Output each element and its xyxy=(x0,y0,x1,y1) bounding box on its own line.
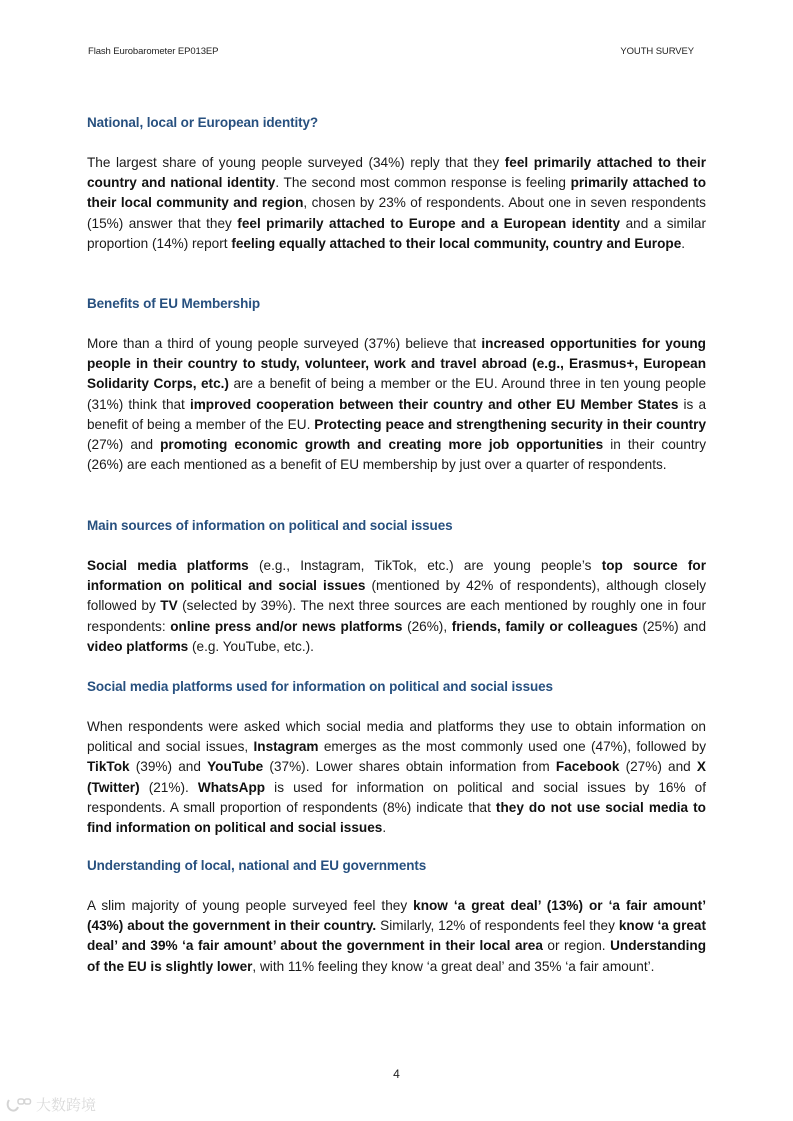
section-paragraph xyxy=(87,334,706,475)
watermark xyxy=(6,1094,96,1115)
section-heading: Understanding of local, national and EU governments xyxy=(87,858,427,873)
body-text: (25%) and xyxy=(637,618,707,634)
section-heading: National, local or European identity? xyxy=(87,115,319,130)
body-text: , chosen by 23% of respondents. About one in seven respondents (15%) answer that they xyxy=(87,195,706,231)
emphasized-text: YouTube xyxy=(207,759,264,775)
emphasized-text: promoting economic growth and creating more job opportunities xyxy=(160,437,604,453)
emphasized-text: they do not use social media to find information on political and social issues xyxy=(87,799,706,836)
emphasized-text: Understanding of the EU is slightly lower xyxy=(87,938,707,974)
body-text: (26%), xyxy=(402,618,452,634)
emphasized-text: know ‘a great deal’ and 39% ‘a fair amount’ about the government in their local area xyxy=(87,918,707,954)
emphasized-text: feeling equally attached to their local community, country and Europe xyxy=(231,235,682,251)
body-text: is used for information on political and social issues by 16% of respondents. A small proportion of respondents (8%) indicate that xyxy=(87,779,706,815)
emphasized-text: Instagram xyxy=(253,739,319,755)
emphasized-text: online press and/or news platforms xyxy=(170,618,403,634)
body-text: (27%) and xyxy=(87,437,161,453)
emphasized-text: TV xyxy=(160,598,178,614)
emphasized-text: feel primarily attached to their country and national identity xyxy=(87,155,706,191)
section-paragraph xyxy=(87,556,706,657)
section-information-sources xyxy=(87,518,706,681)
section-identity xyxy=(87,115,706,278)
body-text: Similarly, 12% of respondents feel they xyxy=(376,918,619,934)
watermark-text: 大数跨境 xyxy=(36,1096,97,1114)
body-text: are a benefit of being a member or the EU. Around three in ten young people (31%) think that xyxy=(87,376,707,412)
watermark-logo-icon xyxy=(6,1097,32,1113)
body-text: . xyxy=(681,235,686,251)
header-survey-name: YOUTH SURVEY xyxy=(620,46,694,57)
section-social-media-platforms xyxy=(87,679,706,862)
body-text: (selected by 39%). The next three sources are each mentioned by roughly one in four respondents: xyxy=(87,598,706,634)
section-heading: Benefits of EU Membership xyxy=(87,296,261,311)
emphasized-text: TikTok xyxy=(87,759,130,775)
running-header xyxy=(88,46,694,57)
body-text: (e.g. YouTube, etc.). xyxy=(188,638,314,654)
body-text: (e.g., Instagram, TikTok, etc.) are young people’s xyxy=(248,558,602,573)
body-text: More than a third of young people surveyed (37%) believe that xyxy=(87,336,482,351)
body-text: The largest share of young people surveyed (34%) reply that they xyxy=(87,155,505,170)
section-heading: Social media platforms used for information on political and social issues xyxy=(87,679,553,694)
emphasized-text: Social media platforms xyxy=(87,558,249,573)
section-eu-benefits xyxy=(87,296,706,499)
body-text: emerges as the most commonly used one (47%), followed by xyxy=(318,739,706,755)
body-text: When respondents were asked which social media and platforms they use to obtain information on political and social issues, xyxy=(87,719,706,755)
emphasized-text: improved cooperation between their country and other EU Member States xyxy=(189,396,679,412)
page-number: 4 xyxy=(393,1067,400,1081)
section-paragraph xyxy=(87,717,706,838)
section-government-understanding xyxy=(87,858,706,1001)
body-text: is a benefit of being a member of the EU. xyxy=(87,396,707,432)
body-text: A slim majority of young people surveyed feel they xyxy=(87,898,414,913)
emphasized-text: Protecting peace and strengthening security in their country xyxy=(314,416,707,432)
section-paragraph xyxy=(87,896,706,977)
emphasized-text: top source for information on political and social issues xyxy=(87,558,706,594)
emphasized-text: X (Twitter) xyxy=(87,759,706,795)
body-text: , with 11% feeling they know ‘a great deal’ and 35% ‘a fair amount’. xyxy=(252,958,655,974)
emphasized-text: primarily attached to their local community and region xyxy=(87,175,706,211)
body-text: and a similar proportion (14%) report xyxy=(87,215,707,251)
body-text: (mentioned by 42% of respondents), although closely followed by xyxy=(87,578,707,614)
emphasized-text: feel primarily attached to Europe and a European identity xyxy=(237,215,621,231)
body-text: or region. xyxy=(542,938,611,954)
header-report-title: Flash Eurobarometer EP013EP xyxy=(88,46,219,57)
body-text: (39%) and xyxy=(129,759,208,775)
emphasized-text: video platforms xyxy=(87,638,189,654)
body-text: . xyxy=(382,820,387,836)
body-text: (37%). Lower shares obtain information from xyxy=(263,759,556,775)
body-text: . The second most common response is feeling xyxy=(275,175,571,191)
section-heading: Main sources of information on political and social issues xyxy=(87,518,453,533)
emphasized-text: WhatsApp xyxy=(197,779,266,795)
body-text: (21%). xyxy=(139,779,198,795)
body-text: (27%) and xyxy=(619,759,697,775)
emphasized-text: increased opportunities for young people in their country to study, volunteer, work and travel abroad (e.g., Erasmus+, European Solidarity Corps, etc.) xyxy=(87,336,706,392)
emphasized-text: know ‘a great deal’ (13%) or ‘a fair amount’ (43%) about the government in their country. xyxy=(87,898,706,934)
section-paragraph xyxy=(87,153,706,254)
emphasized-text: Facebook xyxy=(555,759,620,775)
body-text: in their country (26%) are each mentioned as a benefit of EU membership by just over a quarter of respondents. xyxy=(87,437,707,473)
emphasized-text: friends, family or colleagues xyxy=(451,618,638,634)
